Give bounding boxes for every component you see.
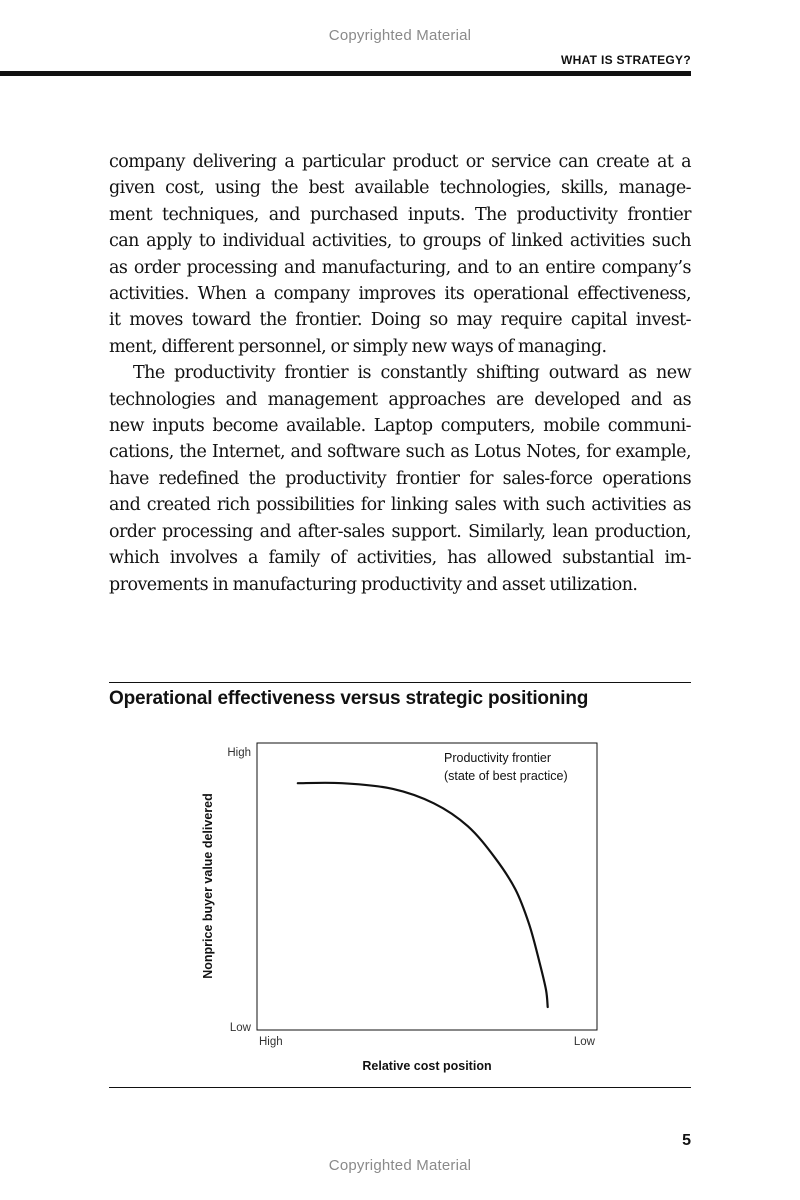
body-line: technologies and management approaches are developed and as (109, 389, 691, 410)
body-line: cations, the Internet, and software such as Lotus Notes, for example, (109, 442, 691, 463)
body-line: The productivity frontier is constantly shifting outward as new (133, 363, 691, 384)
body-line: have redefined the productivity frontier for sales-force operations (109, 468, 691, 489)
frontier-annotation-line-1: Productivity frontier (444, 751, 551, 765)
running-head: WHAT IS STRATEGY? (561, 53, 691, 67)
body-line: new inputs become available. Laptop computers, mobile communi- (109, 416, 691, 437)
body-line: it moves toward the frontier. Doing so may require capital invest- (109, 310, 691, 331)
body-line: ment techniques, and purchased inputs. The productivity frontier (109, 204, 691, 225)
frontier-annotation-line-2: (state of best practice) (444, 769, 568, 783)
body-line: given cost, using the best available technologies, skills, manage- (109, 178, 691, 199)
copyright-watermark-bottom: Copyrighted Material (328, 1157, 472, 1174)
body-line: as order processing and manufacturing, and to an entire company’s (109, 257, 691, 278)
body-line: which involves a family of activities, has allowed substantial im- (109, 548, 691, 569)
page-number: 5 (682, 1132, 691, 1149)
productivity-frontier-curve (298, 783, 548, 1007)
y-axis-label: Nonprice buyer value delivered (201, 793, 215, 979)
y-tick-high: High (227, 747, 251, 759)
body-line: activities. When a company improves its operational effectiveness, (109, 284, 691, 305)
exhibit-bottom-rule (109, 1087, 691, 1088)
x-tick-high: High (259, 1036, 283, 1048)
body-line: company delivering a particular product or service can create at a (109, 152, 691, 172)
x-tick-low: Low (573, 1036, 595, 1048)
y-tick-low: Low (229, 1022, 251, 1034)
body-line: and created rich possibilities for linking sales with such activities as (109, 495, 691, 516)
body-line: can apply to individual activities, to groups of linked activities such (109, 231, 691, 252)
body-line: provements in manufacturing productivity and asset utilization. (109, 574, 638, 595)
copyright-watermark-top: Copyrighted Material (328, 27, 472, 44)
body-line: ment, different personnel, or simply new ways of managing. (109, 336, 607, 357)
x-axis-label: Relative cost position (362, 1059, 492, 1073)
exhibit-title: Operational effectiveness versus strategic positioning (109, 688, 589, 709)
body-line: order processing and after-sales support. Similarly, lean production, (109, 521, 691, 542)
